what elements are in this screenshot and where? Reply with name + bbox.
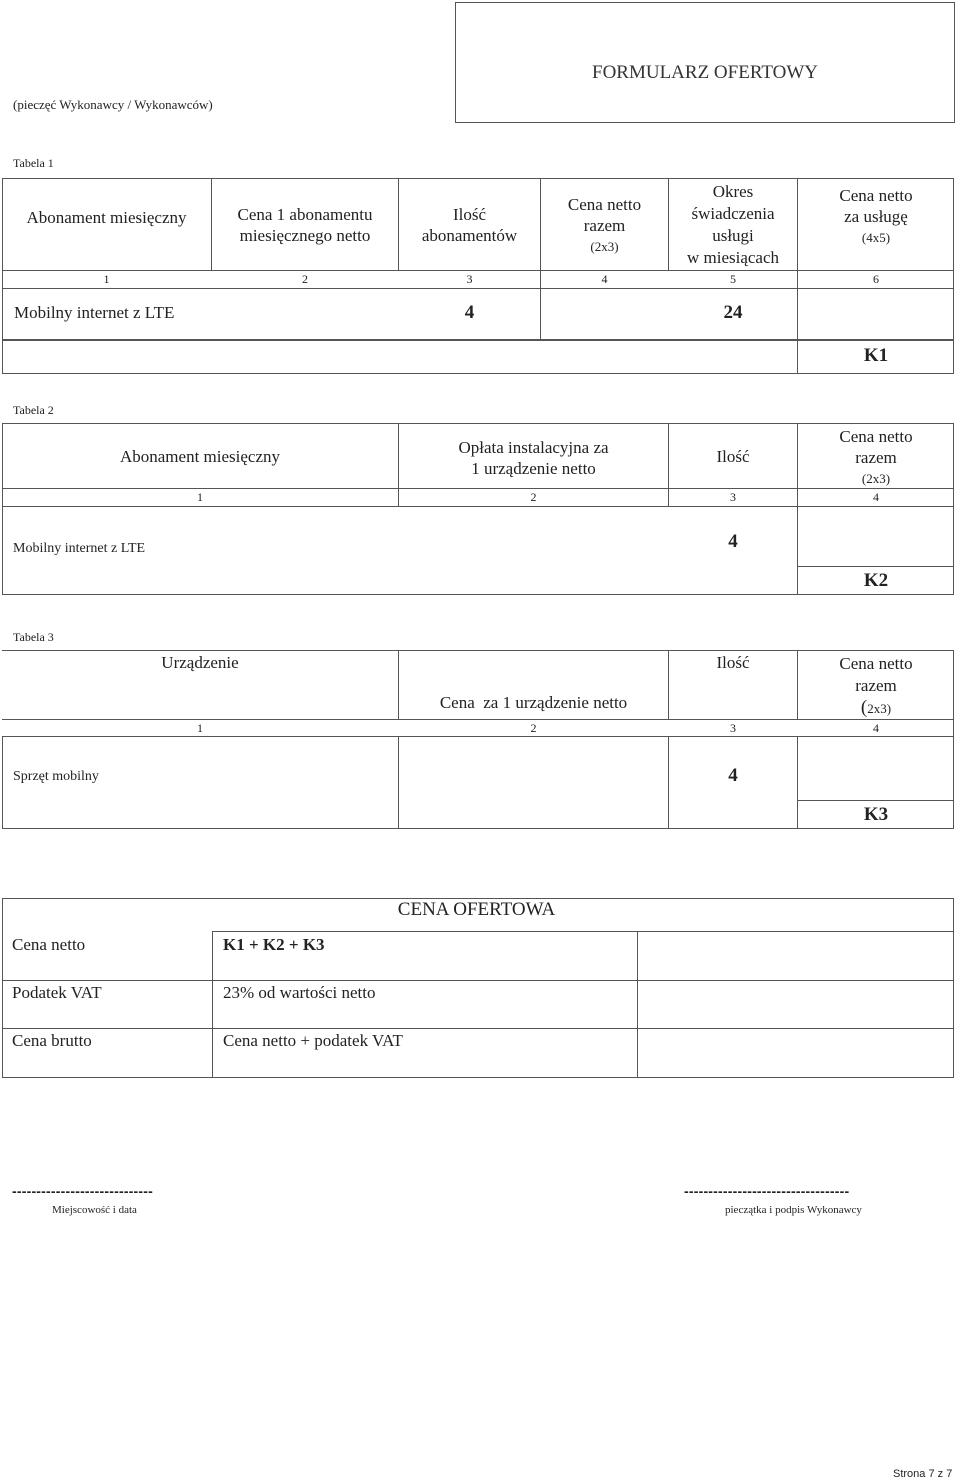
- t2-row-quantity: 4: [728, 531, 738, 552]
- offer-row-formula-2: 23% od wartości netto: [223, 983, 376, 1002]
- t1-num-4: 4: [601, 272, 608, 286]
- t1-num-6: 6: [873, 272, 879, 286]
- t1-header-5: Okres świadczenia usługi w miesiącach: [686, 182, 780, 267]
- t3-num-2: 2: [530, 721, 537, 735]
- table2-caption: Tabela 2: [13, 403, 54, 417]
- t3-row-quantity: 4: [728, 765, 738, 786]
- t3-num-3: 3: [730, 721, 736, 735]
- offer-row-label-3: Cena brutto: [12, 1031, 92, 1050]
- t2-num-1: 1: [197, 490, 203, 504]
- k1-label: K1: [863, 345, 889, 366]
- t1-header-4: Cena netto razem (2x3): [567, 195, 642, 254]
- t3-header-3: Ilość: [716, 653, 750, 672]
- t2-header-1: Abonament miesięczny: [119, 447, 281, 466]
- form-title: FORMULARZ OFERTOWY: [592, 62, 818, 83]
- t1-header-3: Ilość abonamentów: [421, 205, 518, 245]
- t2-header-4: Cena netto razem (2x3): [839, 427, 913, 486]
- offer-frame: [2, 898, 954, 1078]
- t1-header-2: Cena 1 abonamentu miesięcznego netto: [237, 205, 373, 245]
- t1-num-1: 1: [103, 272, 110, 286]
- left-signature-line: -----------------------------: [12, 1183, 154, 1199]
- t3-num-1: 1: [197, 721, 203, 735]
- table1-caption: Tabela 1: [13, 156, 54, 170]
- t1-num-5: 5: [730, 272, 736, 286]
- t2-num-3: 3: [730, 490, 736, 504]
- page-number: Strona 7 z 7: [893, 1468, 953, 1480]
- t3-header-4: Cena netto razem (2x3): [839, 654, 913, 718]
- offer-row-formula-1: K1 + K2 + K3: [223, 935, 325, 954]
- offer-title: CENA OFERTOWA: [397, 899, 556, 920]
- t2-row-name: Mobilny internet z LTE: [13, 541, 146, 556]
- t1-row-months: 24: [723, 302, 743, 323]
- stamp-label: (pieczęć Wykonawcy / Wykonawców): [13, 97, 213, 112]
- t1-row-name: Mobilny internet z LTE: [14, 303, 175, 322]
- t2-num-2: 2: [530, 490, 537, 504]
- t2-header-3: Ilość: [716, 447, 750, 466]
- t1-header-6: Cena netto za usługę (4x5): [839, 186, 913, 245]
- t3-num-4: 4: [873, 721, 879, 735]
- t1-num-2: 2: [302, 272, 308, 286]
- k3-label: K3: [863, 804, 889, 825]
- right-signature-line: ----------------------------------: [684, 1183, 850, 1199]
- t1-row-quantity: 4: [464, 302, 475, 323]
- table3-caption: Tabela 3: [13, 630, 54, 644]
- t3-row-name: Sprzęt mobilny: [13, 769, 99, 784]
- t2-num-4: 4: [873, 490, 879, 504]
- t1-num-3: 3: [466, 272, 473, 286]
- t3-header-1: Urządzenie: [161, 653, 239, 672]
- right-signature-label: pieczątka i podpis Wykonawcy: [725, 1204, 862, 1216]
- offer-row-formula-3: Cena netto + podatek VAT: [223, 1031, 403, 1050]
- t1-header-1: Abonament miesięczny: [26, 208, 187, 227]
- k2-label: K2: [863, 570, 889, 591]
- t2-header-2: Opłata instalacyjna za 1 urządzenie netto: [458, 438, 609, 478]
- t3-header-2: Cena za 1 urządzenie netto: [439, 693, 628, 712]
- offer-row-label-1: Cena netto: [12, 935, 86, 954]
- offer-row-label-2: Podatek VAT: [12, 983, 102, 1002]
- left-signature-label: Miejscowość i data: [52, 1204, 137, 1216]
